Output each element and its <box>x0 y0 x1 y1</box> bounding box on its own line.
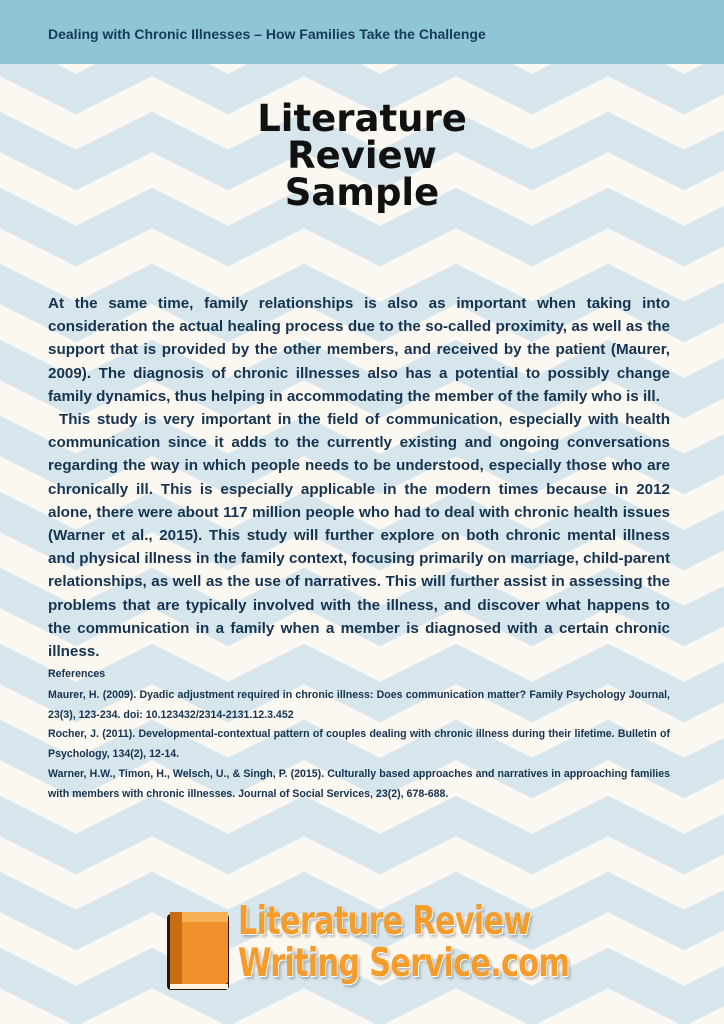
reference-item: Maurer, H. (2009). Dyadic adjustment required in chronic illness: Does communication matter? Family Psychology Journal, 23(3), 123-234. doi: 10.123432/2314-2131.12.3.452 <box>48 688 670 721</box>
body-paragraph: At the same time, family relationships is also as important when taking into consideration the actual healing process due to the so-called proximity, as well as the support that is provided by the other members, and received by the patient (Maurer, 2009). The diagnosis of chronic illnesses also has a potential to possibly change family dynamics, thus helping in accommodating the member of the family who is ill. <box>48 295 670 405</box>
reference-item: Rocher, J. (2011). Developmental-contextual pattern of couples dealing with chronic illness during their lifetime. Bulletin of Psychology, 134(2), 12-14. <box>48 728 670 761</box>
page-title-line: Sample <box>284 171 440 214</box>
logo-text-line1: Literature Review <box>238 899 531 944</box>
reference-item: Warner, H.W., Timon, H., Welsch, U., & Singh, P. (2015). Culturally based approaches and narratives in approaching families with members with chronic illnesses. Journal of Social Services, 23(2), 678-688. <box>48 767 670 800</box>
references-heading: References <box>48 668 106 680</box>
page-title <box>0 97 724 214</box>
header-bar <box>0 0 724 64</box>
body-text <box>48 292 670 663</box>
body-paragraph: This study is very important in the field of communication, especially with health communication since it adds to the currently existing and ongoing conversations regarding the way in which people needs to be understood, especially those who are chronically ill. This is especially applicable in the modern times because in 2012 alone, there were about 117 million people who had to deal with chronic health issues (Warner et al., 2015). This study will further explore on both chronic mental illness and physical illness in the family context, focusing primarily on marriage, child-parent relationships, as well as the use of narratives. This will further assist in assessing the problems that are typically involved with the illness, and discover what happens to the communication in a family when a member is diagnosed with a certain chronic illness. <box>48 411 670 661</box>
references-section <box>48 665 670 805</box>
page-title-line: Review <box>287 134 437 177</box>
header-title: Dealing with Chronic Illnesses – How Families Take the Challenge <box>48 26 486 42</box>
page-title-line: Literature <box>257 97 467 140</box>
logo <box>164 899 570 992</box>
book-icon <box>164 900 232 992</box>
logo-text-line2: Writing Service.com <box>238 941 570 986</box>
